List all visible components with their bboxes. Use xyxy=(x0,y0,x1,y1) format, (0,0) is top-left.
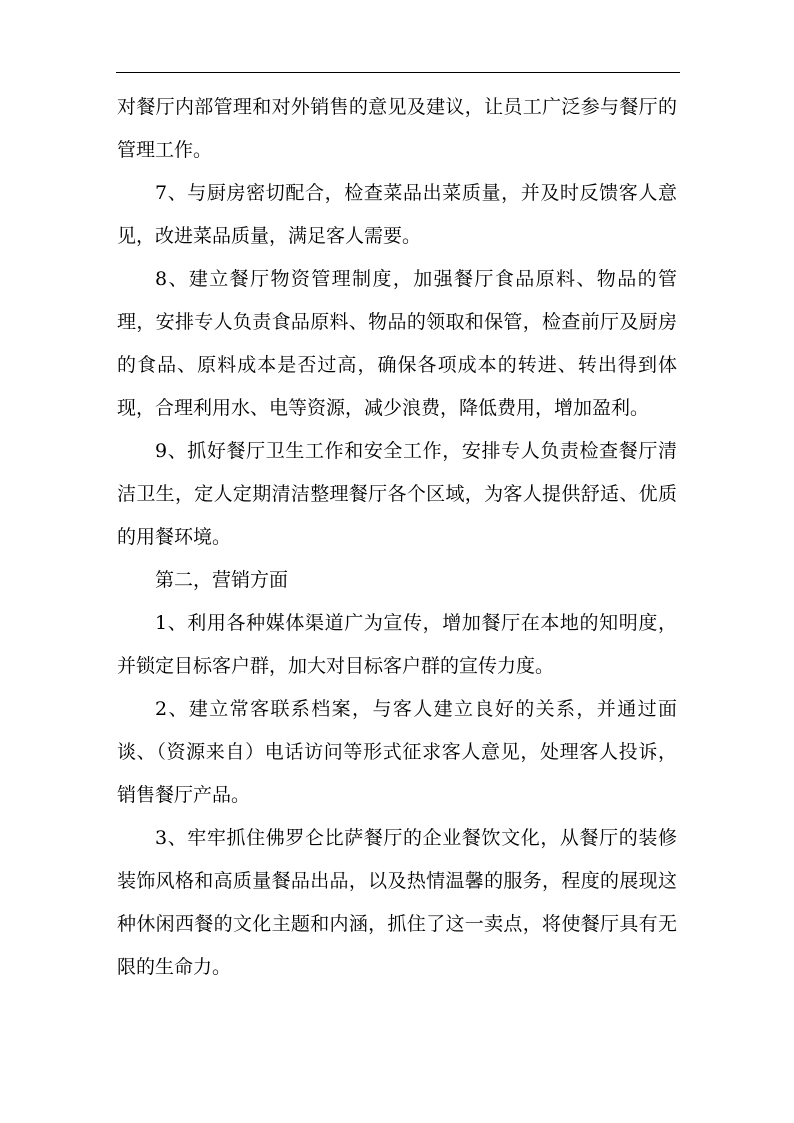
document-body xyxy=(117,86,677,989)
paragraph-item-7: 7、与厨房密切配合，检查菜品出菜质量，并及时反馈客人意见，改进菜品质量，满足客人需要。 xyxy=(117,182,677,247)
paragraph-marketing-3: 3、牢牢抓住佛罗仑比萨餐厅的企业餐饮文化，从餐厅的装修装饰风格和高质量餐品出品，以及热情温馨的服务，程度的展现这种休闲西餐的文化主题和内涵，抓住了这一卖点，将使餐厅具有无限的生命力。 xyxy=(117,827,677,978)
paragraph-continuation: 对餐厅内部管理和对外销售的意见及建议，让员工广泛参与餐厅的管理工作。 xyxy=(117,96,677,161)
paragraph-item-9: 9、抓好餐厅卫生工作和安全工作，安排专人负责检查餐厅清洁卫生，定人定期清洁整理餐厅各个区域，为客人提供舒适、优质的用餐环境。 xyxy=(117,440,677,548)
paragraph-marketing-2: 2、建立常客联系档案，与客人建立良好的关系，并通过面谈、（资源来自）电话访问等形式征求客人意见，处理客人投诉，销售餐厅产品。 xyxy=(117,698,677,806)
section-heading-marketing: 第二，营销方面 xyxy=(155,569,289,591)
paragraph-marketing-1: 1、利用各种媒体渠道广为宣传，增加餐厅在本地的知明度，并锁定目标客户群，加大对目标客户群的宣传力度。 xyxy=(117,612,677,677)
paragraph-item-8: 8、建立餐厅物资管理制度，加强餐厅食品原料、物品的管理，安排专人负责食品原料、物品的领取和保管，检查前厅及厨房的食品、原料成本是否过高，确保各项成本的转进、转出得到体现，合理利用水、电等资源，减少浪费，降低费用，增加盈利。 xyxy=(117,268,677,419)
header-rule xyxy=(116,72,680,73)
